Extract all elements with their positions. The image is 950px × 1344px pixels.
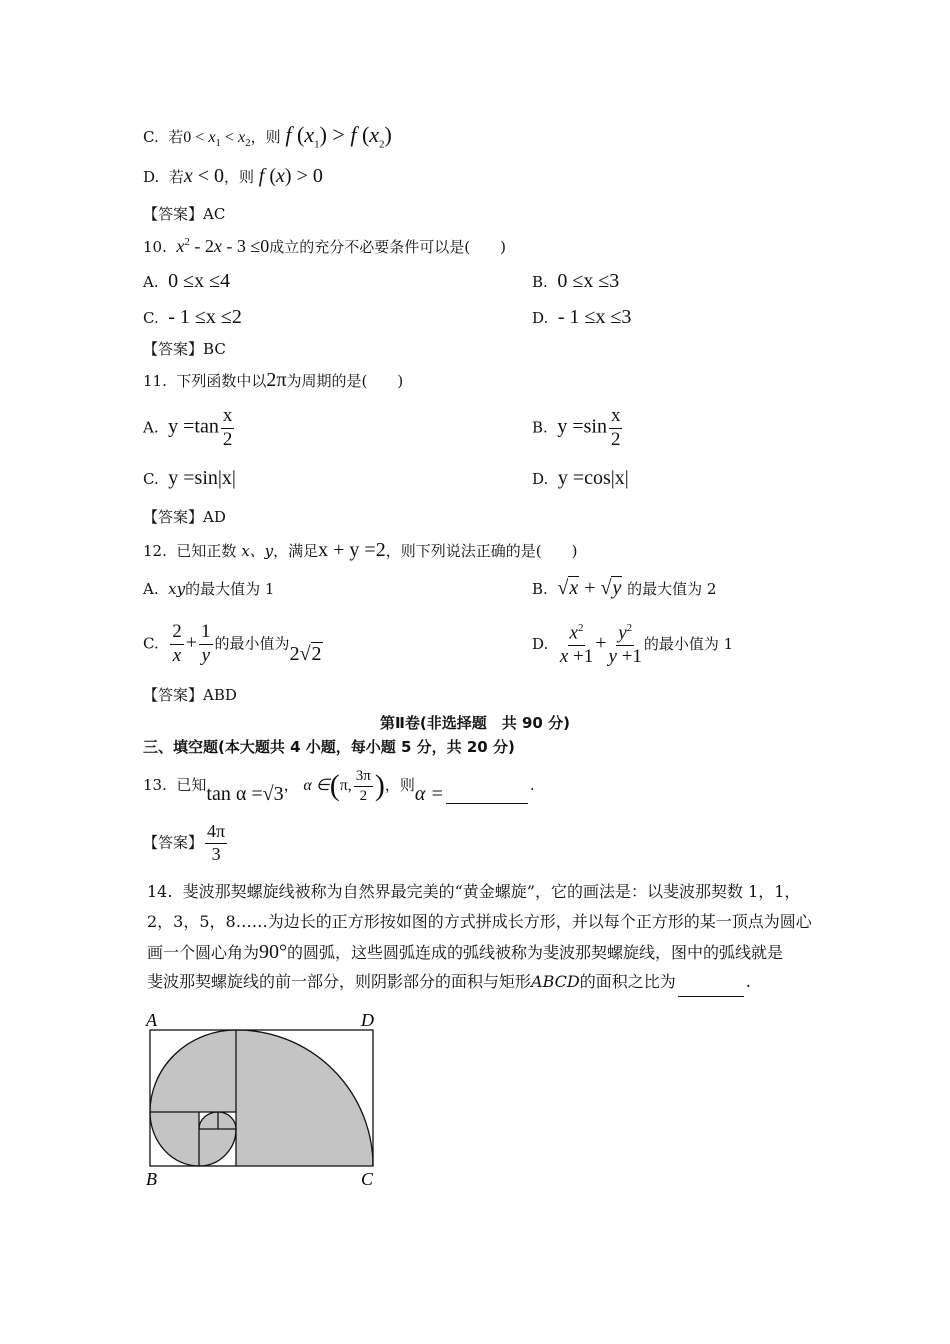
arc-2	[150, 1112, 199, 1166]
q11-option-b: B. y =sin $\frac{x}{2}$	[532, 405, 621, 450]
q11-option-c: C. y =sin|x|	[143, 467, 236, 489]
q9-answer: 【答案】AC	[143, 205, 226, 223]
label-a: A	[146, 1010, 157, 1030]
q11-answer: 【答案】AD	[143, 508, 226, 526]
arc-5	[236, 1030, 373, 1166]
q11-option-d: D. y =cos|x|	[532, 467, 629, 489]
shaded-region	[150, 1030, 373, 1166]
q14-line2: 2，3，5，8……为边长的正方形按如图的方式拼成长方形，并以每个正方形的某一顶点为圆心	[147, 912, 812, 931]
q10-option-c: C. - 1 ≤x ≤2	[143, 306, 242, 328]
q10-answer: 【答案】BC	[143, 340, 226, 358]
q12-stem: 12. 已知正数 x、y，满足x + y =2，则下列说法正确的是( )	[143, 539, 578, 561]
label-b: B	[146, 1169, 157, 1189]
section-title: 第Ⅱ卷(非选择题 共 90 分)	[380, 714, 570, 732]
q11-stem: 11. 下列函数中以2π为周期的是( )	[143, 369, 404, 391]
q10-stem: 10. $x^2 - 2x - 3 \le 0$成立的充分不必要条件可以是( )	[143, 236, 506, 256]
fibonacci-spiral-figure	[140, 1008, 390, 1193]
q14-line1: 14. 斐波那契螺旋线被称为自然界最完美的“黄金螺旋”，它的画法是：以斐波那契数 1，1，	[147, 882, 801, 901]
q11-option-a: A. y =tan $\frac{x}{2}$	[143, 405, 233, 450]
q12-option-a: A. xy的最大值为 1	[143, 580, 275, 598]
section-subtitle: 三、填空题(本大题共 4 小题，每小题 5 分，共 20 分)	[143, 738, 515, 756]
q12-option-d: D. $\frac{x^2}{x +1}$ + $\frac{y^2}{y +1}$ 的最小值为 1	[532, 622, 734, 668]
q10-option-b: B. 0 ≤x ≤3	[532, 270, 620, 292]
q12-answer: 【答案】ABD	[143, 686, 237, 704]
q12-option-c: C. $\frac{2}{x}$ + $\frac{1}{y}$ 的最小值为2√2	[143, 621, 322, 666]
q14-line3: 画一个圆心角为90°的圆弧，这些圆弧连成的弧线被称为斐波那契螺旋线，图中的弧线就是	[147, 941, 784, 963]
q10-option-d: D. - 1 ≤x ≤3	[532, 306, 632, 328]
arc-3	[150, 1030, 236, 1112]
q9-option-c: C. 若$0 < x_1 < x_2$，则 f $(x_1) > f$ $(x_2)$	[143, 122, 392, 151]
q9-option-d: D. 若x < 0，则 f (x) > 0	[143, 165, 323, 187]
q14-line4: 斐波那契螺旋线的前一部分，则阴影部分的面积与矩形ABCD的面积之比为 .	[147, 967, 817, 997]
q10-option-a: A. 0 ≤x ≤4	[143, 270, 231, 292]
q13-answer: 【答案】 $\frac{4\pi}{3}$	[143, 821, 226, 864]
q12-option-b: B. √x + √y 的最大值为 2	[532, 577, 717, 599]
label-d: D	[361, 1010, 374, 1030]
label-c: C	[361, 1169, 374, 1189]
q13-stem: 13. 已知tan α =√3， α ∈(π, $\frac{3\pi}{2}$ )，则α = .	[143, 768, 535, 805]
